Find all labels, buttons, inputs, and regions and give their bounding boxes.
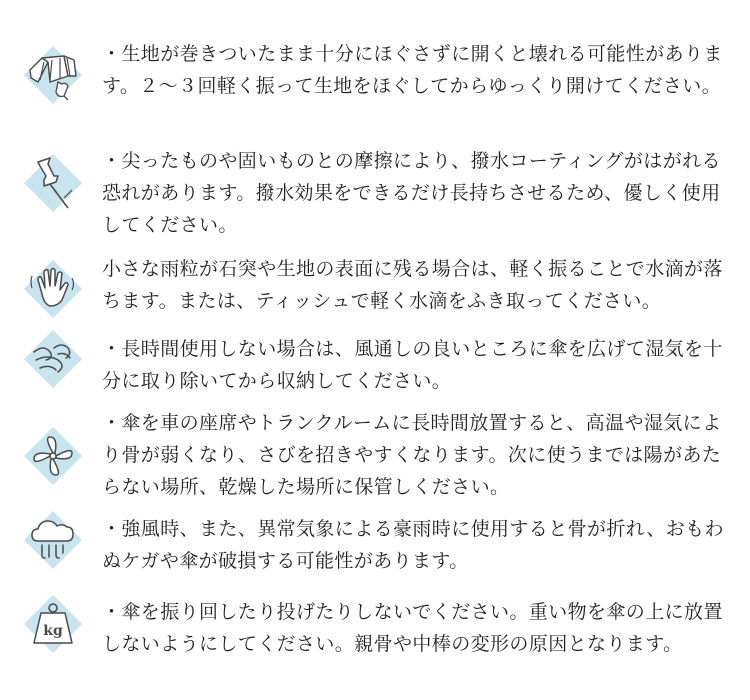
- pushpin-icon: [20, 150, 86, 216]
- weight-kg-label: kg: [43, 623, 63, 639]
- weight-kg-icon: [20, 591, 86, 657]
- heat-fan-icon: [20, 423, 86, 489]
- notice-text: ・傘を振り回したり投げたりしないでください。重い物を傘の上に放置しないようにしてください。親骨や中棒の変形の原因となります。: [102, 601, 723, 655]
- notice-text: ・生地が巻きついたまま十分にほぐさずに開くと壊れる可能性があります。２～３回軽く振って生地をほぐしてからゆっくり開けてください。: [102, 43, 723, 97]
- fabric-unroll-icon: [20, 42, 86, 108]
- wind-swirl-icon: [20, 326, 86, 392]
- notice-text: ・尖ったものや固いものとの摩擦により、撥水コーティングがはがれる恐れがあります。撥水効果をできるだけ長持ちさせるため、優しく使用してください。: [102, 150, 721, 236]
- notice-text: ・傘を車の座席やトランクルームに長時間放置すると、高温や湿気により骨が弱くなり、さびを招きやすくなります。次に使うまでは陽があたらない場所、乾燥した場所に保管しください。: [102, 412, 722, 498]
- notice-text: ・長時間使用しない場合は、風通しの良いところに傘を広げて湿気を十分に取り除いてから収納してください。: [102, 338, 723, 392]
- storm-cloud-icon: [20, 507, 86, 573]
- notice-text: 小さな雨粒が石突や生地の表面に残る場合は、軽く振ることで水滴が落ちます。または、ティッシュで軽く水滴をふき取ってください。: [102, 258, 723, 312]
- notice-text: ・強風時、また、異常気象による豪雨時に使用すると骨が折れ、おもわぬケガや傘が破損する可能性があります。: [102, 518, 724, 572]
- hand-wave-icon: [20, 256, 86, 322]
